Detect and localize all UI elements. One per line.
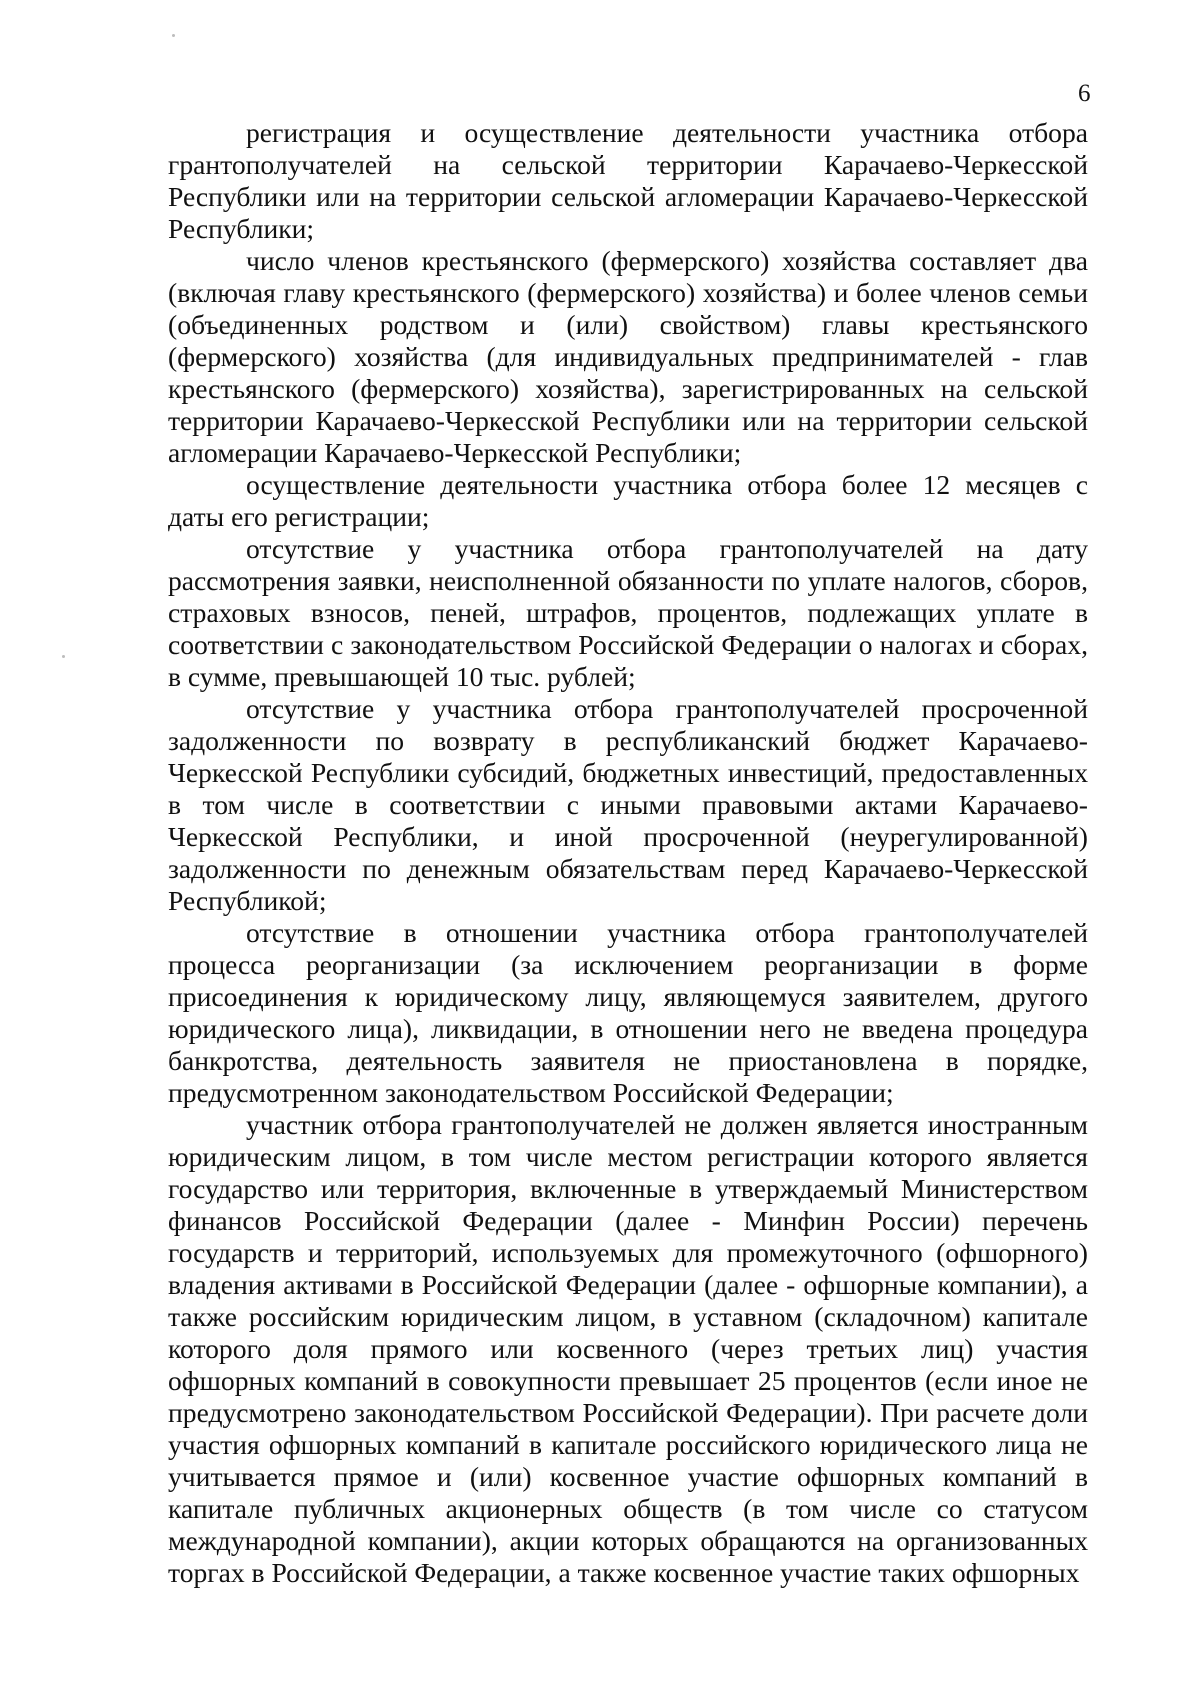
paragraph-offshore: участник отбора грантополучателей не должен является иностранным юридическим лицом, в том числе местом регистрации которого является государство или территория, включенные в утверждаемый Министерством финансов Российской Федерации (далее - Минфин России) перечень государств и территорий, используемых для промежуточного (офшорного) владения активами в Российской Федерации (далее - офшорные компании), а также российским юридическим лицом, в уставном (складочном) капитале которого доля прямого или косвенного (через третьих лиц) участия офшорных компаний в совокупности превышает 25 процентов (если иное не предусмотрено законодательством Российской Федерации). При расчете доли участия офшорных компаний в капитале российского юридического лица не учитывается прямое и (или) косвенное участие офшорных компаний в капитале публичных акционерных обществ (в том числе со статусом международной компании), акции которых обращаются на организованных торгах в Российской Федерации, а также косвенное участие таких офшорных bbox=[168, 1109, 1088, 1588]
paragraph-reorganization: отсутствие в отношении участника отбора грантополучателей процесса реорганизации (за исключением реорганизации в форме присоединения к юридическому лицу, являющемуся заявителем, другого юридического лица), ликвидации, в отношении него не введена процедура банкротства, деятельность заявителя не приостановлена в порядке, предусмотренном законодательством Российской Федерации; bbox=[168, 917, 1088, 1108]
scan-speck bbox=[62, 655, 65, 658]
page-number: 6 bbox=[1078, 80, 1091, 107]
paragraph-tax-debt: отсутствие у участника отбора грантополучателей на дату рассмотрения заявки, неисполненной обязанности по уплате налогов, сборов, страховых взносов, пеней, штрафов, процентов, подлежащих уплате в соответствии с законодательством Российской Федерации о налогах и сборах, в сумме, превышающей 10 тыс. рублей; bbox=[168, 533, 1088, 692]
paragraph-activity-duration: осуществление деятельности участника отбора более 12 месяцев с даты его регистрации; bbox=[168, 469, 1088, 532]
scan-speck bbox=[172, 34, 175, 37]
paragraph-budget-debt: отсутствие у участника отбора грантополучателей просроченной задолженности по возврату в республиканский бюджет Карачаево-Черкесской Республики субсидий, бюджетных инвестиций, предоставленных в том числе в соответствии с иными правовыми актами Карачаево-Черкесской Республики, и иной просроченной (неурегулированной) задолженности по денежным обязательствам перед Карачаево-Черкесской Республикой; bbox=[168, 693, 1088, 916]
paragraph-farm-members: число членов крестьянского (фермерского) хозяйства составляет два (включая главу крестьянского (фермерского) хозяйства) и более членов семьи (объединенных родством и (или) свойством) главы крестьянского (фермерского) хозяйства (для индивидуальных предпринимателей - глав крестьянского (фермерского) хозяйства), зарегистрированных на сельской территории Карачаево-Черкесской Республики или на территории сельской агломерации Карачаево-Черкесской Республики; bbox=[168, 245, 1088, 468]
paragraph-registration: регистрация и осуществление деятельности участника отбора грантополучателей на сельской территории Карачаево-Черкесской Республики или на территории сельской агломерации Карачаево-Черкесской Республики; bbox=[168, 117, 1088, 244]
document-body bbox=[168, 117, 1088, 1589]
